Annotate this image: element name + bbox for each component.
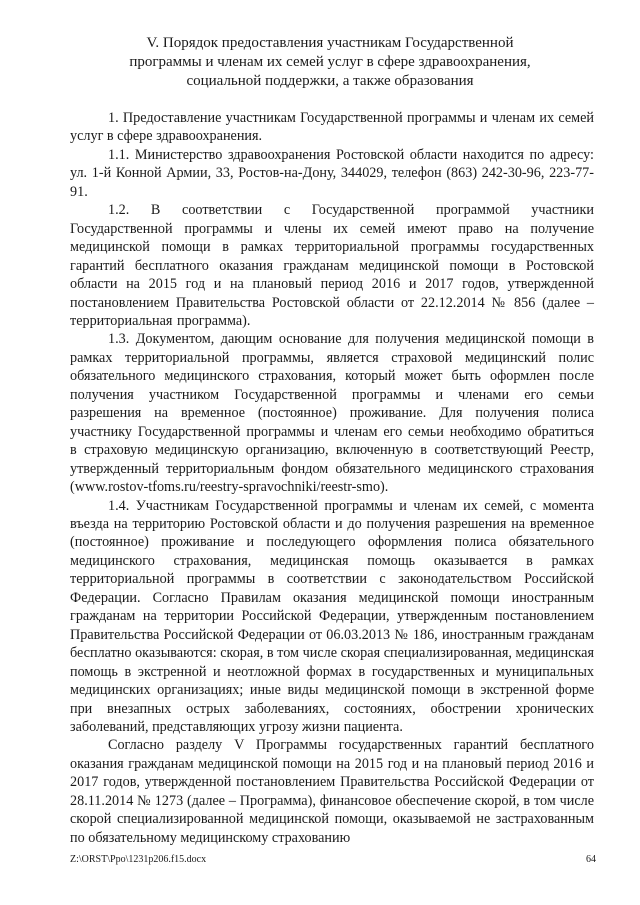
footer-file-path: Z:\ORST\Ppo\1231p206.f15.docx: [70, 854, 207, 865]
heading-line-1: V. Порядок предоставления участникам Государственной: [146, 35, 514, 51]
heading-line-3: социальной поддержки, а также образования: [186, 73, 474, 89]
page-number: 64: [586, 854, 596, 865]
paragraph-1: 1. Предоставление участникам Государственной программы и членам их семей услуг в сфере здравоохранения.: [70, 110, 594, 145]
paragraph-1-4: 1.4. Участникам Государственной программы и членам их семей, с момента въезда на территорию Ростовской области и до получения разрешения на временное (постоянное) проживание и последующего оформления полиса обязательного медицинского страхования, медицинская помощь оказывается в рамках территориальной программы в соответствии с законодательством Российской Федерации. Согласно Правилам оказания медицинской помощи иностранным гражданам на территории Российской Федерации, утвержденным постановлением Правительства Российской Федерации от 06.03.2013 № 186, иностранным гражданам бесплатно оказываются: скорая, в том числе скорая специализированная, медицинская помощь в экстренной и неотложной формах в государственных и муниципальных медицинских организациях; иные виды медицинской помощи в экстренной форме при внезапных острых заболеваниях, состояниях, обострении хронических заболеваний, представляющих угрозу жизни пациента.: [70, 497, 594, 735]
heading-line-2: программы и членам их семей услуг в сфере здравоохранения,: [129, 54, 531, 70]
paragraph-section-v: Согласно разделу V Программы государственных гарантий бесплатного оказания гражданам медицинской помощи на 2015 год и на плановый период 2016 и 2017 годов, утвержденной постановлением Правительства Российской Федерации от 28.11.2014 № 1273 (далее – Программа), финансовое обеспечение скорой, в том числе скорой специализированной медицинской помощи, оказываемой не застрахованным по обязательному медицинскому страхованию: [70, 737, 594, 846]
paragraph-1-1: 1.1. Министерство здравоохранения Ростовской области находится по адресу: ул. 1-й Конной Армии, 33, Ростов-на-Дону, 344029, телефон (863) 242-30-96, 223-77-91.: [70, 146, 594, 200]
document-body: [70, 109, 594, 847]
paragraph-1-2: 1.2. В соответствии с Государственной программой участники Государственной программы и члены их семей имеют право на получение медицинской помощи в рамках территориальной программы государственных гарантий бесплатного оказания гражданам медицинской помощи в Ростовской области на 2015 год и на плановый период 2016 и 2017 годов, утвержденной постановлением Правительства Ростовской области от 22.12.2014 № 856 (далее – территориальная программа).: [70, 202, 594, 329]
paragraph-1-3: 1.3. Документом, дающим основание для получения медицинской помощи в рамках территориальной программы, является страховой медицинский полис обязательного медицинского страхования, который может быть оформлен после получения участником Государственной программы и членами его семьи разрешения на временное (постоянное) проживание. Для получения полиса участнику Государственной программы и членам его семьи необходимо обратиться в страховую медицинскую организацию, включенную в соответствующий Реестр, утвержденный территориальным фондом обязательного медицинского страхования (www.rostov-tfoms.ru/reestry-spravochniki/reestr-smo).: [70, 331, 594, 496]
section-heading: [70, 34, 590, 91]
